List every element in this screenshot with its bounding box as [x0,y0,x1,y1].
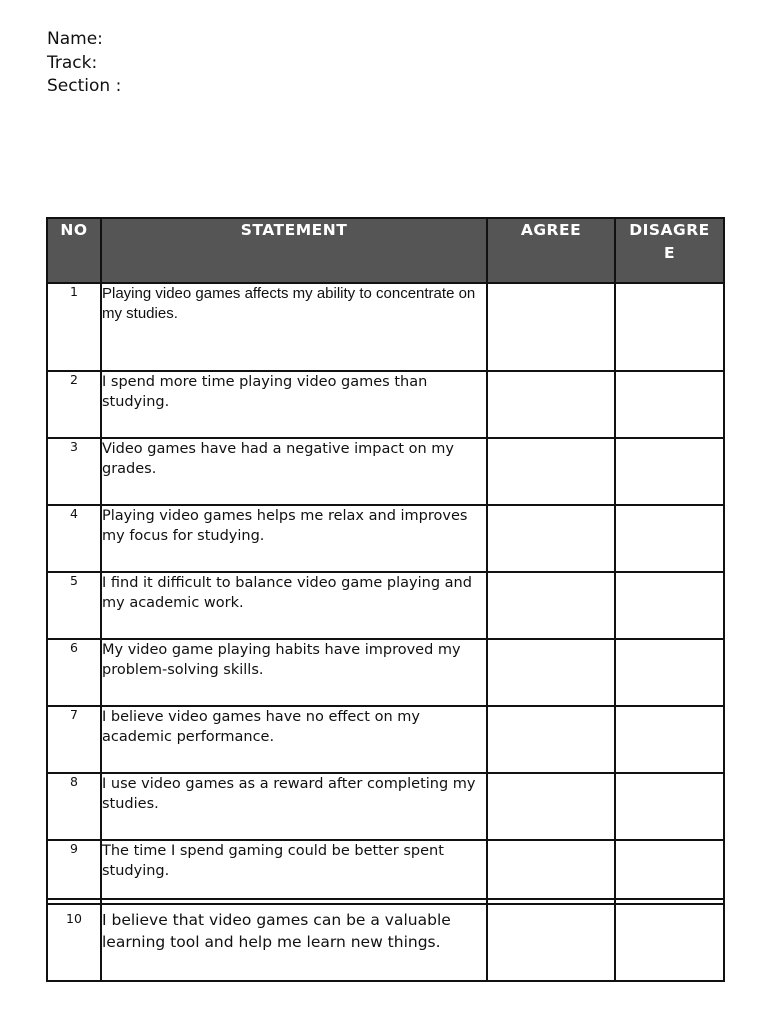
table-row [47,773,724,840]
row-statement: The time I spend gaming could be better spent studying. [101,840,487,899]
table-row [47,840,724,899]
table-row [47,438,724,505]
disagree-cell[interactable] [615,505,724,572]
row-statement: Video games have had a negative impact on my grades. [101,438,487,505]
disagree-cell[interactable] [615,572,724,639]
agree-cell[interactable] [487,840,615,899]
name-label: Name: [47,29,103,49]
disagree-cell[interactable] [615,283,724,371]
section-label: Section : [47,76,122,96]
header-no: NO [47,218,101,283]
table-row [47,904,724,981]
table-row [47,639,724,706]
disagree-cell[interactable] [615,706,724,773]
agree-cell[interactable] [487,438,615,505]
row-number: 9 [47,840,101,899]
row-number: 3 [47,438,101,505]
header-agree: AGREE [487,218,615,283]
row-statement: I believe that video games can be a valuable learning tool and help me learn new things. [101,904,487,981]
table-header-row [47,218,724,283]
row-number: 6 [47,639,101,706]
disagree-cell[interactable] [615,371,724,438]
agree-cell[interactable] [487,505,615,572]
row-statement: My video game playing habits have improved my problem-solving skills. [101,639,487,706]
row-number: 2 [47,371,101,438]
table-row [47,572,724,639]
row-statement: Playing video games helps me relax and improves my focus for studying. [101,505,487,572]
row-number: 1 [47,283,101,371]
agree-cell[interactable] [487,639,615,706]
track-label: Track: [47,52,98,73]
agree-cell[interactable] [487,283,615,371]
agree-cell[interactable] [487,773,615,840]
row-number: 4 [47,505,101,572]
row-statement: Playing video games affects my ability to concentrate on my studies. [101,283,487,371]
table-row [47,706,724,773]
table-row [47,371,724,438]
header-disagree: DISAGREE [615,218,724,283]
row-statement: I use video games as a reward after completing my studies. [101,773,487,840]
table-row [47,283,724,371]
agree-cell[interactable] [487,706,615,773]
agree-cell[interactable] [487,904,615,981]
row-number: 8 [47,773,101,840]
disagree-cell[interactable] [615,840,724,899]
agree-cell[interactable] [487,371,615,438]
student-info-block [47,28,127,99]
row-number: 5 [47,572,101,639]
agree-cell[interactable] [487,572,615,639]
disagree-cell[interactable] [615,438,724,505]
disagree-cell[interactable] [615,904,724,981]
row-statement: I spend more time playing video games than studying. [101,371,487,438]
row-statement: I believe video games have no effect on my academic performance. [101,706,487,773]
disagree-cell[interactable] [615,773,724,840]
row-number: 7 [47,706,101,773]
row-number: 10 [47,904,101,981]
table-row [47,505,724,572]
survey-table [46,217,725,982]
header-statement: STATEMENT [101,218,487,283]
row-statement: I find it difficult to balance video game playing and my academic work. [101,572,487,639]
disagree-cell[interactable] [615,639,724,706]
